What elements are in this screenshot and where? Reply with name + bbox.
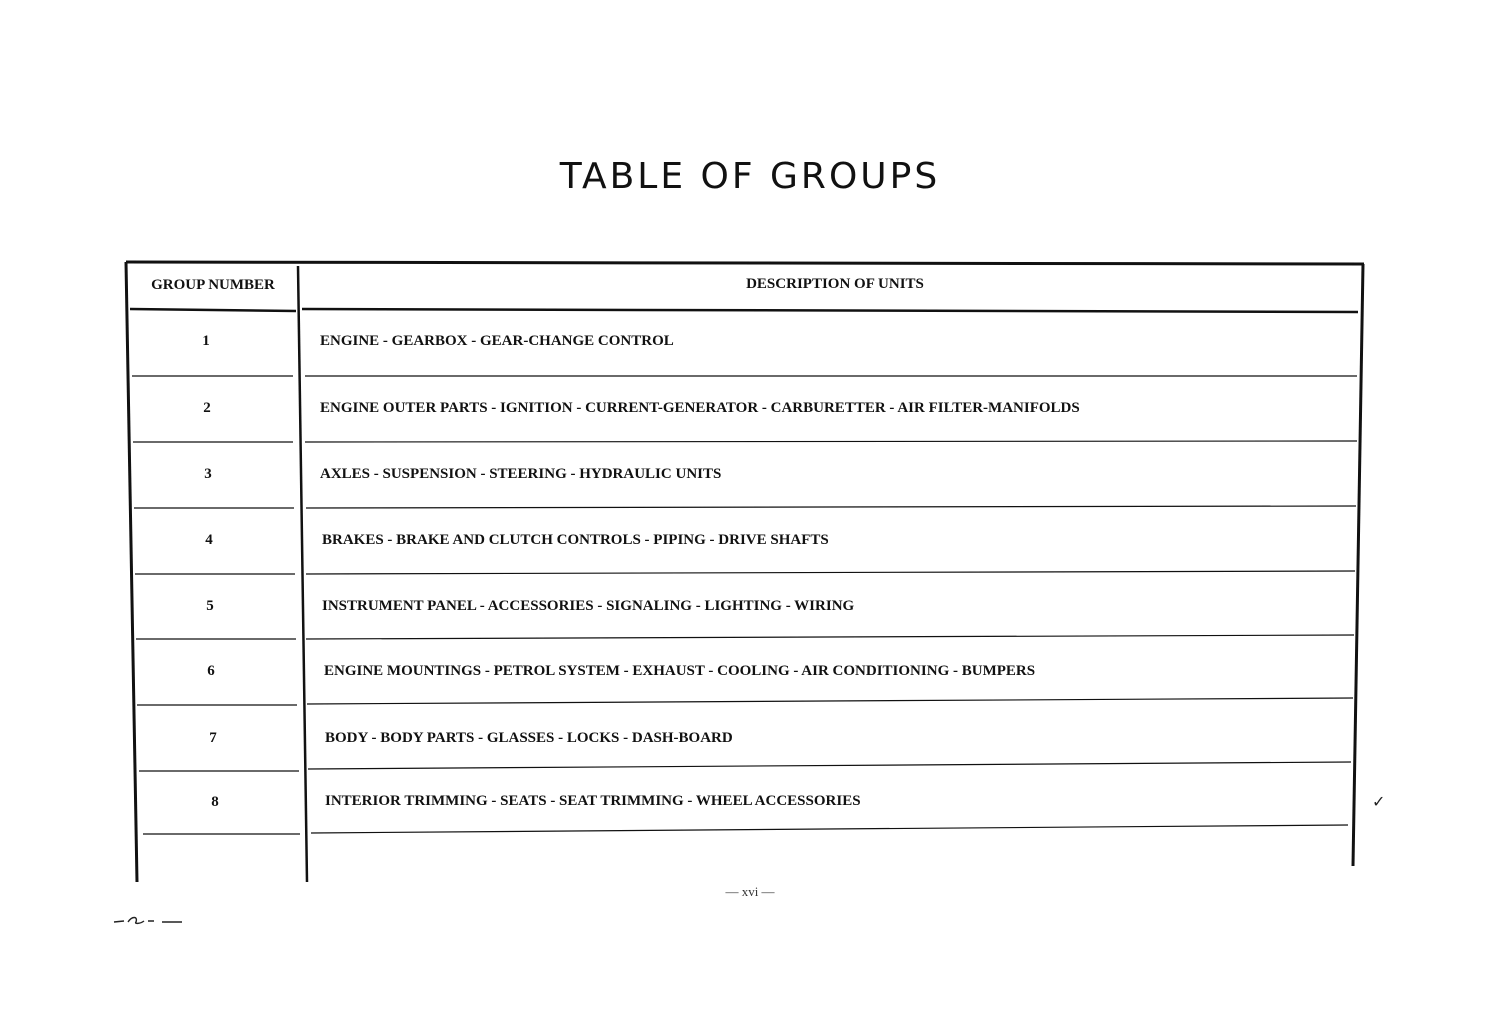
page-number: — xvi — (725, 884, 775, 899)
group-number-cell: 2 (203, 400, 211, 416)
column-divider (298, 266, 307, 882)
header-group-number: GROUP NUMBER (151, 277, 275, 293)
table-left-border (126, 262, 137, 882)
row-separator (305, 441, 1357, 442)
row-separator (306, 635, 1354, 639)
group-description-cell: BRAKES - BRAKE AND CLUTCH CONTROLS - PIPING - DRIVE SHAFTS (322, 532, 829, 548)
group-description-cell: ENGINE MOUNTINGS - PETROL SYSTEM - EXHAUST - COOLING - AIR CONDITIONING - BUMPERS (324, 663, 1036, 679)
row-separator (308, 762, 1351, 769)
group-number-cell: 8 (211, 794, 219, 810)
table-right-border (1353, 264, 1363, 866)
check-mark-icon: ✓ (1372, 792, 1386, 811)
page-title: TABLE OF GROUPS (559, 156, 941, 197)
group-description-cell: ENGINE - GEARBOX - GEAR-CHANGE CONTROL (320, 333, 674, 349)
group-description-cell: INSTRUMENT PANEL - ACCESSORIES - SIGNALING - LIGHTING - WIRING (322, 598, 855, 614)
row-separator (306, 571, 1355, 574)
group-description-cell: AXLES - SUSPENSION - STEERING - HYDRAULIC UNITS (320, 466, 722, 482)
group-description-cell: BODY - BODY PARTS - GLASSES - LOCKS - DASH-BOARD (325, 730, 733, 746)
group-number-cell: 4 (205, 532, 213, 548)
group-number-cell: 7 (209, 730, 217, 746)
row-separator (311, 825, 1348, 833)
row-separator (307, 698, 1353, 704)
group-number-cell: 5 (206, 598, 214, 614)
header-description: DESCRIPTION OF UNITS (746, 276, 924, 292)
header-underline-right (302, 309, 1358, 312)
group-number-cell: 3 (204, 466, 212, 482)
group-number-cell: 1 (202, 333, 210, 349)
row-separator (306, 506, 1356, 508)
group-description-cell: INTERIOR TRIMMING - SEATS - SEAT TRIMMING - WHEEL ACCESSORIES (325, 793, 861, 809)
header-underline-left (130, 309, 296, 311)
handwritten-mark (112, 912, 184, 928)
group-description-cell: ENGINE OUTER PARTS - IGNITION - CURRENT-GENERATOR - CARBURETTER - AIR FILTER-MANIFOLDS (320, 400, 1080, 416)
table-top-border (126, 262, 1364, 264)
group-number-cell: 6 (207, 663, 215, 679)
